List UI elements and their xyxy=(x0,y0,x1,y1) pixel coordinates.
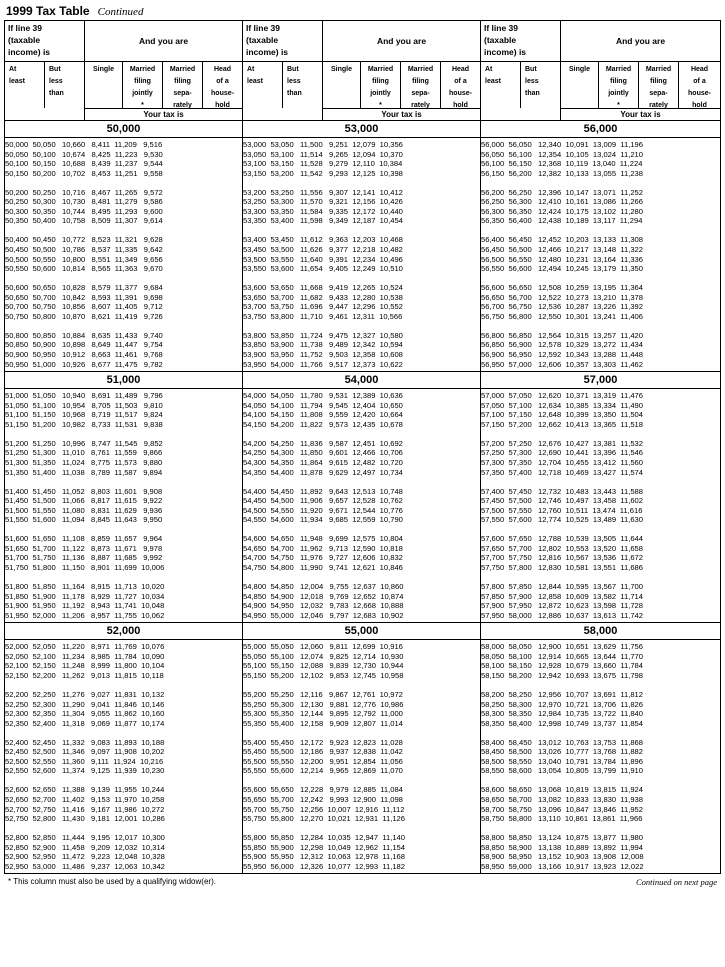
table-row: 56,050 56,100 12,354 10,105 13,024 11,210 xyxy=(481,149,644,159)
table-row: 50,950 51,000 10,926 8,677 11,475 9,782 xyxy=(5,359,163,369)
table-row: 57,150 57,200 12,662 10,413 13,365 11,518 xyxy=(481,419,644,429)
table-row: 53,750 53,800 11,710 9,461 12,311 10,566 xyxy=(243,311,403,321)
table-row: 52,200 52,250 11,276 9,027 11,831 10,132 xyxy=(5,689,165,699)
table-row: 54,200 54,250 11,836 9,587 12,451 10,692 xyxy=(243,438,403,448)
table-row: 52,000 52,050 11,220 8,971 11,769 10,076 xyxy=(5,642,165,652)
hoh-col-2: Head of a house- hold xyxy=(449,66,472,109)
table-row: 55,400 55,450 12,172 9,923 12,823 11,028 xyxy=(243,737,403,747)
table-row: 50,500 50,550 10,800 8,551 11,349 9,656 xyxy=(5,254,163,264)
row-spacer xyxy=(243,680,480,690)
table-row: 55,950 56,000 12,326 10,077 12,993 11,182 xyxy=(243,861,406,871)
table-row: 52,600 52,650 11,388 9,139 11,955 10,244 xyxy=(5,785,165,795)
table-row: 55,550 55,600 12,214 9,965 12,869 11,070 xyxy=(243,766,403,776)
row-spacer xyxy=(5,728,242,738)
table-row: 57,650 57,700 12,802 10,553 13,520 11,658 xyxy=(481,543,644,553)
table-row: 55,150 55,200 12,102 9,853 12,745 10,958 xyxy=(243,670,404,680)
table-row: 57,500 57,550 12,760 10,511 13,474 11,616 xyxy=(481,505,643,515)
table-row: 58,200 58,250 12,956 10,707 13,691 11,812 xyxy=(481,689,644,699)
table-row: 57,400 57,450 12,732 10,483 13,443 11,588 xyxy=(481,486,644,496)
table-row: 50,400 50,450 10,772 8,523 11,321 9,628 xyxy=(5,235,163,245)
ifline-sub2: income) is xyxy=(8,47,51,57)
table-row: 51,650 51,700 11,122 8,873 11,671 9,978 xyxy=(5,543,163,553)
rows-block xyxy=(481,138,720,371)
page-title xyxy=(4,4,721,20)
table-row: 52,100 52,150 11,248 8,999 11,800 10,104 xyxy=(5,661,165,671)
table-row: 51,850 51,900 11,178 8,929 11,727 10,034 xyxy=(5,591,165,601)
table-row: 51,350 51,400 11,038 8,789 11,587 9,894 xyxy=(5,467,163,477)
table-row: 52,150 52,200 11,262 9,013 11,815 10,118 xyxy=(5,670,164,680)
mfs-col-1: Married filing sepa- rately xyxy=(163,62,203,108)
table-row: 52,850 52,900 11,458 9,209 12,032 10,314 xyxy=(5,842,165,852)
table-row: 55,700 55,750 12,256 10,007 12,916 11,112 xyxy=(243,804,405,814)
table-row: 58,400 58,450 13,012 10,763 13,753 11,868 xyxy=(481,737,644,747)
table-row: 56,600 56,650 12,508 10,259 13,195 11,364 xyxy=(481,283,644,293)
atleast-col-1: At least xyxy=(5,62,45,108)
footnote-text: * This column must also be used by a qualifying widow(er). xyxy=(8,877,216,887)
andyouare-text: And you are xyxy=(138,36,189,46)
table-row: 57,800 57,850 12,844 10,595 13,567 11,700 xyxy=(481,582,644,592)
table-row: 56,350 56,400 12,438 10,189 13,117 11,294 xyxy=(481,216,643,226)
table-row: 50,650 50,700 10,842 8,593 11,391 9,698 xyxy=(5,292,163,302)
table-row: 55,650 55,700 12,242 9,993 12,900 11,098 xyxy=(243,795,403,804)
yourtax-label-3: Your tax is xyxy=(561,108,720,120)
row-spacer xyxy=(5,525,242,535)
table-row: 58,250 58,300 12,970 10,721 13,706 11,826 xyxy=(481,699,644,709)
table-row: 53,050 53,100 11,514 9,265 12,094 10,370 xyxy=(243,149,403,159)
table-row: 56,400 56,450 12,452 10,203 13,133 11,308 xyxy=(481,235,644,245)
table-row: 52,500 52,550 11,360 9,111 11,924 10,216 xyxy=(5,756,164,766)
table-row: 57,050 57,100 12,634 10,385 13,334 11,490 xyxy=(481,400,644,410)
rows-block xyxy=(5,389,242,622)
row-spacer xyxy=(481,477,720,487)
mfs-col-2: Married filing sepa- rately xyxy=(401,62,441,108)
table-row: 53,500 53,550 11,640 9,391 12,234 10,496 xyxy=(243,254,403,264)
table-row: 52,450 52,500 11,346 9,097 11,908 10,202 xyxy=(5,747,165,757)
table-row: 58,350 58,400 12,998 10,749 13,737 11,854 xyxy=(481,718,644,728)
table-row: 51,500 51,550 11,080 8,831 11,629 9,936 xyxy=(5,505,163,515)
table-row: 56,500 56,550 12,480 10,231 13,164 11,336 xyxy=(481,254,644,264)
table-row: 55,850 55,900 12,298 10,049 12,962 11,154 xyxy=(243,842,406,852)
table-row: 51,450 51,500 11,066 8,817 11,615 9,922 xyxy=(5,496,163,506)
table-row: 56,900 56,950 12,592 10,343 13,288 11,448 xyxy=(481,350,644,360)
row-spacer xyxy=(481,824,720,834)
table-row: 58,000 58,050 12,900 10,651 13,629 11,756 xyxy=(481,642,644,652)
table-row: 56,850 56,900 12,578 10,329 13,272 11,434 xyxy=(481,340,644,350)
continued-next-page: Continued on next page xyxy=(636,877,717,888)
group-amount-heading: 50,000 xyxy=(5,121,242,138)
ifline-label-3: If line 39 (taxable income) is xyxy=(481,21,561,61)
table-row: 56,650 56,700 12,522 10,273 13,210 11,378 xyxy=(481,292,644,302)
table-row: 51,250 51,300 11,010 8,761 11,559 9,866 xyxy=(5,448,163,458)
ifline-sub1: (taxable xyxy=(8,35,41,45)
table-row: 52,050 52,100 11,234 8,985 11,784 10,090 xyxy=(5,651,165,661)
group-amount-heading: 56,000 xyxy=(481,121,720,138)
group-amount-heading: 55,000 xyxy=(243,622,480,640)
rows-block xyxy=(481,640,720,873)
table-row: 53,650 53,700 11,682 9,433 12,280 10,538 xyxy=(243,292,403,302)
amount-group xyxy=(243,371,480,622)
table-row: 50,700 50,750 10,856 8,607 11,405 9,712 xyxy=(5,302,163,312)
table-row: 50,100 50,150 10,688 8,439 11,237 9,544 xyxy=(5,159,163,169)
table-row: 51,100 51,150 10,968 8,719 11,517 9,824 xyxy=(5,410,163,420)
table-row: 52,550 52,600 11,374 9,125 11,939 10,230 xyxy=(5,766,165,776)
page-title-continued: Continued xyxy=(97,6,144,18)
amount-group xyxy=(243,121,480,371)
table-row: 52,700 52,750 11,416 9,167 11,986 10,272 xyxy=(5,804,165,814)
mfj-col-3: Married filing jointly * xyxy=(599,62,639,108)
table-row: 52,400 52,450 11,332 9,083 11,893 10,188 xyxy=(5,737,165,747)
table-row: 50,050 50,100 10,674 8,425 11,223 9,530 xyxy=(5,149,163,159)
amount-group xyxy=(243,622,480,873)
table-row: 53,900 53,950 11,752 9,503 12,358 10,608 xyxy=(243,350,403,360)
row-spacer xyxy=(5,429,242,439)
table-row: 54,400 54,450 11,892 9,643 12,513 10,748 xyxy=(243,486,403,496)
table-row: 52,750 52,800 11,430 9,181 12,001 10,286 xyxy=(5,814,165,824)
table-row: 55,100 55,150 12,088 9,839 12,730 10,944 xyxy=(243,661,404,671)
table-row: 57,450 57,500 12,746 10,497 13,458 11,602 xyxy=(481,496,644,506)
table-row: 50,750 50,800 10,870 8,621 11,419 9,726 xyxy=(5,311,163,321)
yourtax-label-2: Your tax is xyxy=(323,108,480,120)
row-spacer xyxy=(481,226,720,236)
table-row: 54,000 54,050 11,780 9,531 12,389 10,636 xyxy=(243,391,403,401)
table-row: 58,150 58,200 12,942 10,693 13,675 11,798 xyxy=(481,670,644,680)
table-row: 51,900 51,950 11,192 8,943 11,741 10,048 xyxy=(5,601,165,611)
table-row: 57,700 57,750 12,816 10,567 13,536 11,672 xyxy=(481,553,644,563)
butless-col-2: But less than xyxy=(283,62,323,108)
table-row: 57,550 57,600 12,774 10,525 13,489 11,630 xyxy=(481,515,644,525)
ifline-title: If line 39 xyxy=(8,23,43,33)
table-row: 58,450 58,500 13,026 10,777 13,768 11,882 xyxy=(481,747,644,757)
table-row: 56,750 56,800 12,550 10,301 13,241 11,406 xyxy=(481,311,644,321)
table-row: 51,950 52,000 11,206 8,957 11,755 10,062 xyxy=(5,610,165,620)
table-row: 52,900 52,950 11,472 9,223 12,048 10,328 xyxy=(5,852,165,862)
table-column-2 xyxy=(243,121,481,873)
table-row: 54,650 54,700 11,962 9,713 12,590 10,818 xyxy=(243,543,403,553)
table-row: 50,350 50,400 10,758 8,509 11,307 9,614 xyxy=(5,216,163,226)
table-row: 52,350 52,400 11,318 9,069 11,877 10,174 xyxy=(5,718,165,728)
table-row: 55,300 55,350 12,144 9,895 12,792 11,000 xyxy=(243,709,403,719)
row-spacer xyxy=(243,321,480,331)
table-row: 52,950 53,000 11,486 9,237 12,063 10,342 xyxy=(5,861,165,871)
table-row: 52,650 52,700 11,402 9,153 11,970 10,258 xyxy=(5,795,165,804)
mfj-col-2: Married filing jointly * xyxy=(361,62,401,108)
butless-col-1: But less than xyxy=(45,62,85,108)
table-frame xyxy=(4,20,721,874)
row-spacer xyxy=(481,573,720,583)
single-col-2: Single xyxy=(323,62,361,108)
rows-block xyxy=(5,138,242,371)
table-row: 55,500 55,550 12,200 9,951 12,854 11,056 xyxy=(243,756,403,766)
table-row: 54,750 54,800 11,990 9,741 12,621 10,846 xyxy=(243,562,403,572)
row-spacer xyxy=(481,321,720,331)
table-row: 55,250 55,300 12,130 9,881 12,776 10,986 xyxy=(243,699,404,709)
table-row: 58,050 58,100 12,914 10,665 13,644 11,770 xyxy=(481,651,644,661)
yourtax-label-1: Your tax is xyxy=(85,108,242,120)
table-row: 54,600 54,650 11,948 9,699 12,575 10,804 xyxy=(243,534,403,544)
table-row: 55,450 55,500 12,186 9,937 12,838 11,042 xyxy=(243,747,403,757)
table-row: 55,050 55,100 12,074 9,825 12,714 10,930 xyxy=(243,651,404,661)
table-row: 55,200 55,250 12,116 9,867 12,761 10,972 xyxy=(243,689,403,699)
table-row: 56,450 56,500 12,466 10,217 13,148 11,322 xyxy=(481,245,644,255)
table-row: 52,800 52,850 11,444 9,195 12,017 10,300 xyxy=(5,833,165,843)
table-row: 54,050 54,100 11,794 9,545 12,404 10,650 xyxy=(243,400,403,410)
group-amount-heading: 51,000 xyxy=(5,371,242,389)
table-row: 53,250 53,300 11,570 9,321 12,156 10,426 xyxy=(243,197,403,207)
table-row: 58,650 58,700 13,082 10,833 13,830 11,938 xyxy=(481,795,644,804)
table-row: 51,600 51,650 11,108 8,859 11,657 9,964 xyxy=(5,534,163,544)
table-row: 54,800 54,850 12,004 9,755 12,637 10,860 xyxy=(243,582,404,592)
table-row: 56,300 56,350 12,424 10,175 13,102 11,280 xyxy=(481,206,644,216)
table-row: 58,900 58,950 13,152 10,903 13,908 12,008 xyxy=(481,852,644,862)
hoh-col-1: Head of a house- hold xyxy=(211,66,234,109)
table-row: 50,550 50,600 10,814 8,565 11,363 9,670 xyxy=(5,264,163,274)
mfs-col-3: Married filing sepa- rately xyxy=(639,62,679,108)
single-col-3: Single xyxy=(561,62,599,108)
table-row: 54,250 54,300 11,850 9,601 12,466 10,706 xyxy=(243,448,403,458)
table-row: 54,700 54,750 11,976 9,727 12,606 10,832 xyxy=(243,553,403,563)
row-spacer xyxy=(243,573,480,583)
table-row: 58,950 59,000 13,166 10,917 13,923 12,022 xyxy=(481,861,644,871)
row-spacer xyxy=(243,728,480,738)
rows-block xyxy=(243,640,480,873)
row-spacer xyxy=(243,226,480,236)
table-row: 58,600 58,650 13,068 10,819 13,815 11,924 xyxy=(481,785,644,795)
table-row: 50,150 50,200 10,702 8,453 11,251 9,558 xyxy=(5,168,163,178)
rows-block xyxy=(481,389,720,622)
table-row: 53,200 53,250 11,556 9,307 12,141 10,412 xyxy=(243,187,403,197)
table-row: 58,550 58,600 13,054 10,805 13,799 11,910 xyxy=(481,766,644,776)
table-row: 55,600 55,650 12,228 9,979 12,885 11,084 xyxy=(243,785,403,795)
table-row: 51,400 51,450 11,052 8,803 11,601 9,908 xyxy=(5,486,163,496)
table-row: 54,500 54,550 11,920 9,671 12,544 10,776 xyxy=(243,505,403,515)
table-row: 50,850 50,900 10,898 8,649 11,447 9,754 xyxy=(5,340,163,350)
table-row: 53,150 53,200 11,542 9,293 12,125 10,398 xyxy=(243,168,403,178)
table-row: 52,250 52,300 11,290 9,041 11,846 10,146 xyxy=(5,699,165,709)
table-row: 53,700 53,750 11,696 9,447 12,296 10,552 xyxy=(243,302,403,312)
table-row: 52,300 52,350 11,304 9,055 11,862 10,160 xyxy=(5,709,165,719)
table-row: 56,250 56,300 12,410 10,161 13,086 11,266 xyxy=(481,197,644,207)
group-amount-heading: 58,000 xyxy=(481,622,720,640)
table-row: 56,200 56,250 12,396 10,147 13,071 11,252 xyxy=(481,187,644,197)
table-row: 55,750 55,800 12,270 10,021 12,931 11,126 xyxy=(243,814,406,824)
table-row: 57,200 57,250 12,676 10,427 13,381 11,532 xyxy=(481,438,644,448)
row-spacer xyxy=(481,525,720,535)
row-spacer xyxy=(481,274,720,284)
table-row: 50,000 50,050 10,660 8,411 11,209 9,516 xyxy=(5,140,163,149)
row-spacer xyxy=(481,178,720,188)
table-row: 53,950 54,000 11,766 9,517 12,373 10,622 xyxy=(243,359,403,369)
header-group-2 xyxy=(243,21,481,120)
table-row: 58,700 58,750 13,096 10,847 13,846 11,952 xyxy=(481,804,644,814)
table-row: 50,900 50,950 10,912 8,663 11,461 9,768 xyxy=(5,350,163,360)
table-row: 54,450 54,500 11,906 9,657 12,528 10,762 xyxy=(243,496,403,506)
table-row: 50,200 50,250 10,716 8,467 11,265 9,572 xyxy=(5,187,163,197)
rows-block xyxy=(243,389,480,622)
table-row: 56,000 56,050 12,340 10,091 13,009 11,196 xyxy=(481,140,644,149)
hoh-col-3: Head of a house- hold xyxy=(688,66,711,109)
table-row: 57,600 57,650 12,788 10,539 13,505 11,644 xyxy=(481,534,644,544)
table-row: 57,750 57,800 12,830 10,581 13,551 11,686 xyxy=(481,562,644,572)
table-row: 56,550 56,600 12,494 10,245 13,179 11,350 xyxy=(481,264,644,274)
table-row: 58,300 58,350 12,984 10,735 13,722 11,840 xyxy=(481,709,644,719)
row-spacer xyxy=(5,321,242,331)
table-row: 55,350 55,400 12,158 9,909 12,807 11,014 xyxy=(243,718,403,728)
group-amount-heading: 52,000 xyxy=(5,622,242,640)
andyouare-label-1 xyxy=(85,21,242,61)
row-spacer xyxy=(243,274,480,284)
table-row: 56,700 56,750 12,536 10,287 13,226 11,392 xyxy=(481,302,644,312)
table-row: 53,300 53,350 11,584 9,335 12,172 10,440 xyxy=(243,206,403,216)
table-row: 56,950 57,000 12,606 10,357 13,303 11,462 xyxy=(481,359,644,369)
table-row: 54,350 54,400 11,878 9,629 12,497 10,734 xyxy=(243,467,403,477)
amount-group xyxy=(481,371,720,622)
row-spacer xyxy=(481,776,720,786)
page-footer xyxy=(4,874,721,887)
ifline-label-2: If line 39 (taxable income) is xyxy=(243,21,323,61)
table-row: 57,900 57,950 12,872 10,623 13,598 11,728 xyxy=(481,601,644,611)
row-spacer xyxy=(5,680,242,690)
row-spacer xyxy=(243,477,480,487)
table-row: 57,350 57,400 12,718 10,469 13,427 11,574 xyxy=(481,467,644,477)
table-row: 55,800 55,850 12,284 10,035 12,947 11,140 xyxy=(243,833,406,843)
row-spacer xyxy=(481,728,720,738)
table-row: 53,400 53,450 11,612 9,363 12,203 10,468 xyxy=(243,235,403,245)
table-row: 58,850 58,900 13,138 10,889 13,892 11,994 xyxy=(481,842,644,852)
atleast-col-3: At least xyxy=(481,62,521,108)
table-row: 53,450 53,500 11,626 9,377 12,218 10,482 xyxy=(243,245,403,255)
table-row: 57,000 57,050 12,620 10,371 13,319 11,476 xyxy=(481,391,644,401)
single-col-1: Single xyxy=(85,62,123,108)
group-amount-heading: 54,000 xyxy=(243,371,480,389)
table-row: 50,450 50,500 10,786 8,537 11,335 9,642 xyxy=(5,245,163,255)
row-spacer xyxy=(481,429,720,439)
table-body xyxy=(5,121,720,873)
table-row: 53,850 53,900 11,738 9,489 12,342 10,594 xyxy=(243,340,403,350)
row-spacer xyxy=(243,429,480,439)
table-row: 54,550 54,600 11,934 9,685 12,559 10,790 xyxy=(243,515,403,525)
table-row: 57,100 57,150 12,648 10,399 13,350 11,504 xyxy=(481,410,644,420)
table-row: 51,800 51,850 11,164 8,915 11,713 10,020 xyxy=(5,582,165,592)
amount-group xyxy=(5,121,242,371)
table-row: 50,800 50,850 10,884 8,635 11,433 9,740 xyxy=(5,330,163,340)
row-spacer xyxy=(5,274,242,284)
row-spacer xyxy=(5,776,242,786)
table-row: 51,050 51,100 10,954 8,705 11,503 9,810 xyxy=(5,400,163,410)
amount-group xyxy=(481,121,720,371)
table-row: 53,800 53,850 11,724 9,475 12,327 10,580 xyxy=(243,330,403,340)
rows-block xyxy=(5,640,242,873)
table-row: 56,800 56,850 12,564 10,315 13,257 11,420 xyxy=(481,330,644,340)
table-row: 50,250 50,300 10,730 8,481 11,279 9,586 xyxy=(5,197,163,207)
butless-col-3: But less than xyxy=(521,62,561,108)
table-row: 53,350 53,400 11,598 9,349 12,187 10,454 xyxy=(243,216,403,226)
table-row: 58,100 58,150 12,928 10,679 13,660 11,784 xyxy=(481,661,644,671)
table-row: 55,000 55,050 12,060 9,811 12,699 10,916 xyxy=(243,642,403,652)
table-row: 51,300 51,350 11,024 8,775 11,573 9,880 xyxy=(5,457,163,467)
row-spacer xyxy=(5,573,242,583)
table-row: 50,300 50,350 10,744 8,495 11,293 9,600 xyxy=(5,206,163,216)
table-row: 57,950 58,000 12,886 10,637 13,613 11,742 xyxy=(481,610,644,620)
table-row: 51,150 51,200 10,982 8,733 11,531 9,838 xyxy=(5,419,163,429)
table-row: 51,700 51,750 11,136 8,887 11,685 9,992 xyxy=(5,553,163,563)
atleast-col-2: At least xyxy=(243,62,283,108)
table-row: 58,750 58,800 13,110 10,861 13,861 11,966 xyxy=(481,814,643,824)
table-row: 51,750 51,800 11,150 8,901 11,699 10,006 xyxy=(5,562,165,572)
page-title-main: 1999 Tax Table xyxy=(6,4,90,18)
mfj-col-1: Married filing jointly * xyxy=(123,62,163,108)
table-row: 51,550 51,600 11,094 8,845 11,643 9,950 xyxy=(5,515,163,525)
table-row: 51,200 51,250 10,996 8,747 11,545 9,852 xyxy=(5,438,163,448)
header-group-1 xyxy=(5,21,243,120)
andyouare-label-3: And you are xyxy=(615,36,666,46)
table-row: 57,300 57,350 12,704 10,455 13,412 11,560 xyxy=(481,457,644,467)
table-column-1 xyxy=(5,121,243,873)
amount-group xyxy=(481,622,720,873)
row-spacer xyxy=(243,178,480,188)
table-row: 50,600 50,650 10,828 8,579 11,377 9,684 xyxy=(5,283,163,293)
table-row: 58,800 58,850 13,124 10,875 13,877 11,980 xyxy=(481,833,644,843)
amount-group xyxy=(5,371,242,622)
row-spacer xyxy=(5,477,242,487)
row-spacer xyxy=(481,680,720,690)
row-spacer xyxy=(5,824,242,834)
table-row: 57,850 57,900 12,858 10,609 13,582 11,714 xyxy=(481,591,644,601)
header-group-3 xyxy=(481,21,720,120)
group-amount-heading: 53,000 xyxy=(243,121,480,138)
rows-block xyxy=(243,138,480,371)
table-row: 54,950 55,000 12,046 9,797 12,683 10,902 xyxy=(243,610,404,620)
andyouare-label-2: And you are xyxy=(376,36,427,46)
row-spacer xyxy=(243,525,480,535)
table-row: 51,000 51,050 10,940 8,691 11,489 9,796 xyxy=(5,391,163,401)
group-amount-heading: 57,000 xyxy=(481,371,720,389)
table-row: 54,300 54,350 11,864 9,615 12,482 10,720 xyxy=(243,457,403,467)
row-spacer xyxy=(5,178,242,188)
table-column-3 xyxy=(481,121,720,873)
table-row: 54,900 54,950 12,032 9,783 12,668 10,888 xyxy=(243,601,404,611)
amount-group xyxy=(5,622,242,873)
table-row: 57,250 57,300 12,690 10,441 13,396 11,546 xyxy=(481,448,644,458)
table-row: 56,150 56,200 12,382 10,133 13,055 11,238 xyxy=(481,168,644,178)
table-row: 55,900 55,950 12,312 10,063 12,978 11,168 xyxy=(243,852,406,862)
table-row: 53,000 53,050 11,500 9,251 12,079 10,356 xyxy=(243,140,403,149)
ifline-label-1 xyxy=(5,21,85,61)
table-row: 58,500 58,550 13,040 10,791 13,784 11,896 xyxy=(481,756,644,766)
table-row: 53,100 53,150 11,528 9,279 12,110 10,384 xyxy=(243,159,403,169)
table-row: 54,100 54,150 11,808 9,559 12,420 10,664 xyxy=(243,410,403,420)
table-row: 56,100 56,150 12,368 10,119 13,040 11,224 xyxy=(481,159,643,169)
table-row: 54,850 54,900 12,018 9,769 12,652 10,874 xyxy=(243,591,404,601)
row-spacer xyxy=(243,776,480,786)
row-spacer xyxy=(243,824,480,834)
table-row: 53,600 53,650 11,668 9,419 12,265 10,524 xyxy=(243,283,403,293)
table-row: 54,150 54,200 11,822 9,573 12,435 10,678 xyxy=(243,419,403,429)
table-row: 53,550 53,600 11,654 9,405 12,249 10,510 xyxy=(243,264,403,274)
table-header xyxy=(5,21,720,121)
row-spacer xyxy=(5,226,242,236)
